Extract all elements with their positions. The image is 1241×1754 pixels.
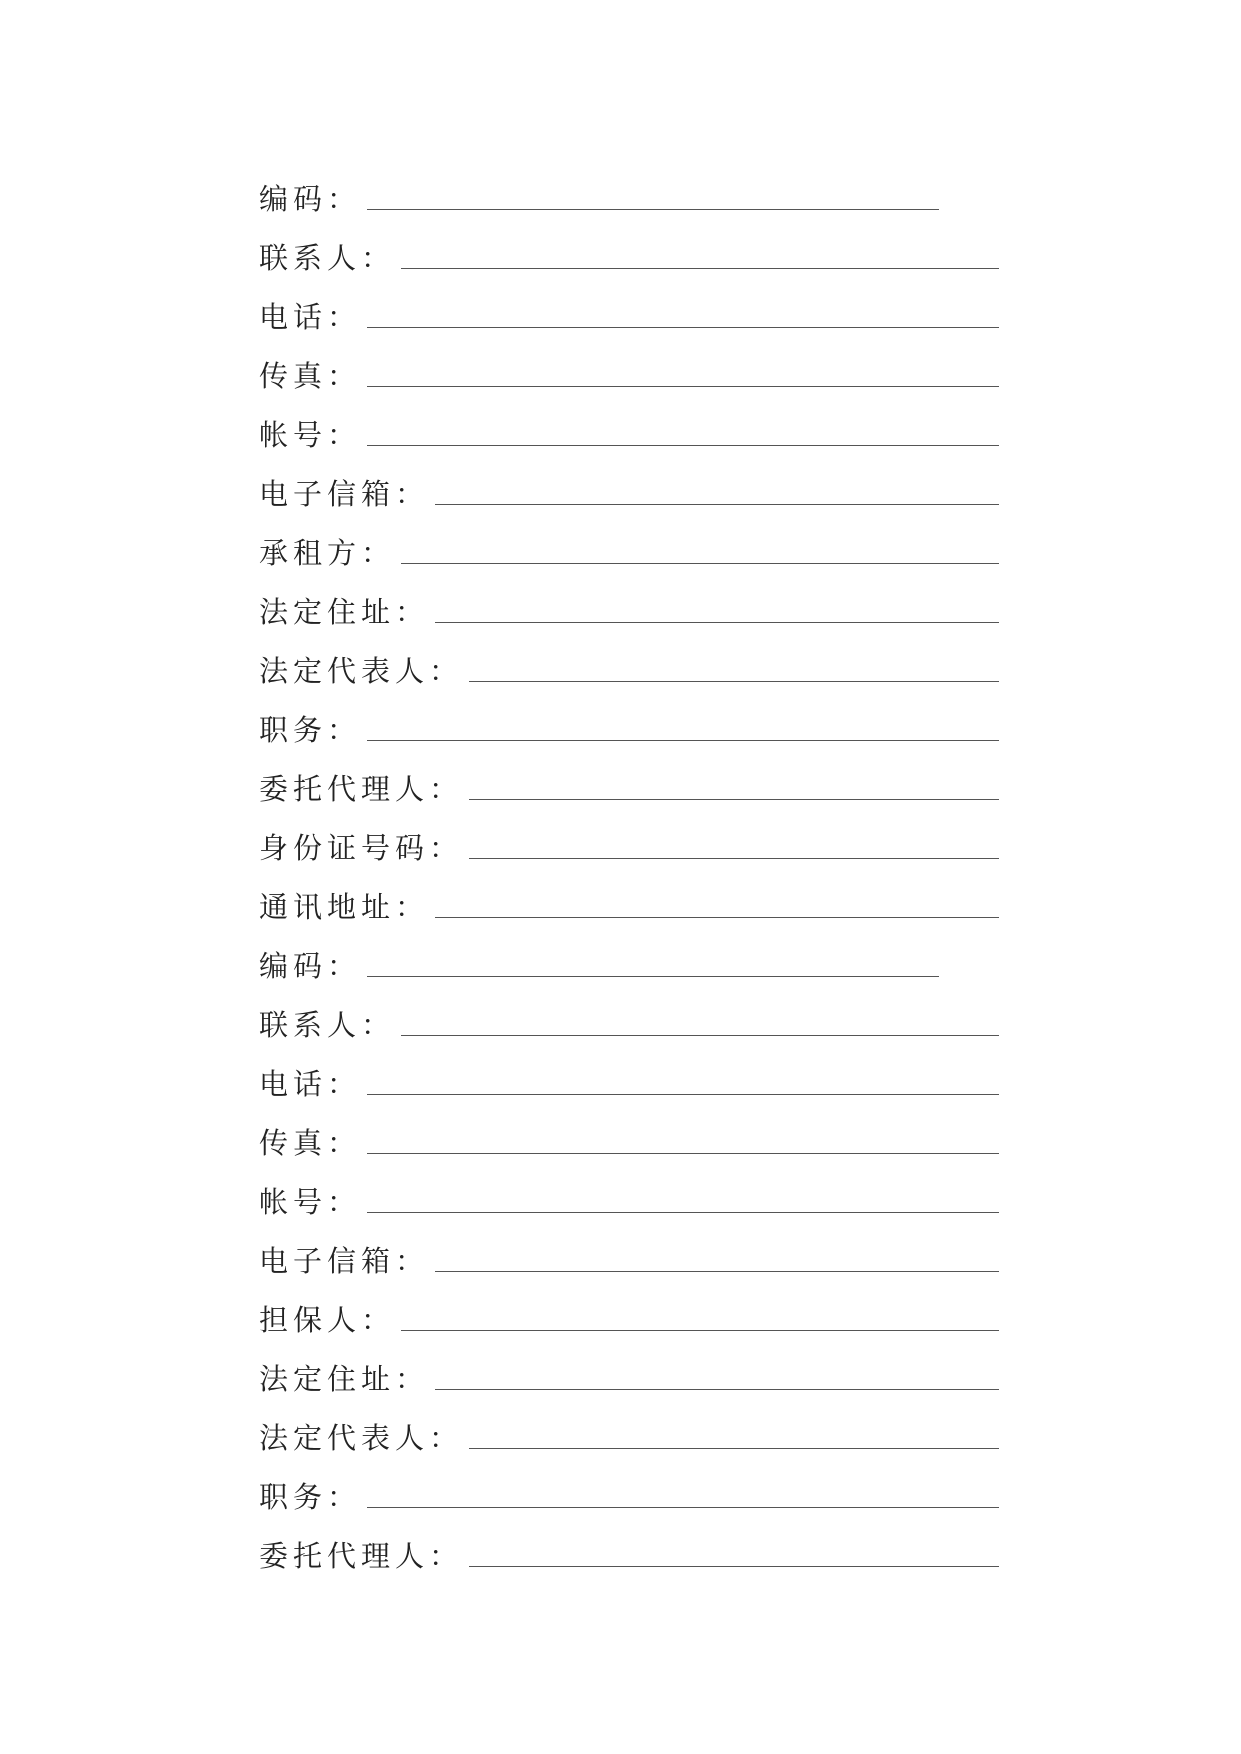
field-label: 身份证号码： (259, 831, 464, 865)
form-row (259, 691, 999, 750)
field-label: 帐号： (259, 1185, 362, 1219)
field-label: 编码： (259, 182, 362, 216)
fill-in-blank-line[interactable] (435, 1271, 999, 1272)
form-row (259, 573, 999, 632)
form-row (259, 1045, 999, 1104)
field-label: 法定代表人： (259, 1421, 464, 1455)
fill-in-blank-line[interactable] (401, 563, 999, 564)
form-row (259, 986, 999, 1045)
form-row (259, 1104, 999, 1163)
fill-in-blank-line[interactable] (367, 1507, 999, 1508)
fill-in-blank-line[interactable] (469, 858, 999, 859)
form-row (259, 868, 999, 927)
fill-in-blank-line[interactable] (469, 1448, 999, 1449)
form-row (259, 160, 999, 219)
form-row (259, 927, 999, 986)
form-row (259, 278, 999, 337)
field-label: 电话： (259, 300, 362, 334)
form-row (259, 1340, 999, 1399)
fill-in-blank-line[interactable] (469, 1566, 999, 1567)
form-row (259, 809, 999, 868)
fill-in-blank-line[interactable] (367, 386, 999, 387)
fill-in-blank-line[interactable] (435, 917, 999, 918)
field-label: 法定代表人： (259, 654, 464, 688)
fill-in-blank-line[interactable] (435, 504, 999, 505)
field-label: 职务： (259, 1480, 362, 1514)
form-row (259, 219, 999, 278)
fill-in-blank-line[interactable] (401, 268, 999, 269)
fill-in-blank-line[interactable] (367, 445, 999, 446)
field-label: 委托代理人： (259, 772, 464, 806)
fill-in-blank-line[interactable] (435, 622, 999, 623)
party-info-form (259, 160, 999, 1576)
form-row (259, 455, 999, 514)
form-row (259, 1163, 999, 1222)
fill-in-blank-line[interactable] (435, 1389, 999, 1390)
field-label: 担保人： (259, 1303, 396, 1337)
fill-in-blank-line[interactable] (469, 799, 999, 800)
field-label: 法定住址： (259, 1362, 430, 1396)
field-label: 联系人： (259, 241, 396, 275)
form-row (259, 1281, 999, 1340)
form-row (259, 1517, 999, 1576)
field-label: 电子信箱： (259, 477, 430, 511)
field-label: 编码： (259, 949, 362, 983)
fill-in-blank-line[interactable] (367, 976, 939, 977)
fill-in-blank-line[interactable] (469, 681, 999, 682)
fill-in-blank-line[interactable] (367, 1153, 999, 1154)
field-label: 通讯地址： (259, 890, 430, 924)
fill-in-blank-line[interactable] (367, 209, 939, 210)
field-label: 承租方： (259, 536, 396, 570)
field-label: 联系人： (259, 1008, 396, 1042)
field-label: 委托代理人： (259, 1539, 464, 1573)
field-label: 电话： (259, 1067, 362, 1101)
field-label: 传真： (259, 359, 362, 393)
fill-in-blank-line[interactable] (367, 327, 999, 328)
fill-in-blank-line[interactable] (401, 1035, 999, 1036)
form-row (259, 396, 999, 455)
form-row (259, 1458, 999, 1517)
form-row (259, 1399, 999, 1458)
form-row (259, 750, 999, 809)
field-label: 帐号： (259, 418, 362, 452)
field-label: 职务： (259, 713, 362, 747)
field-label: 法定住址： (259, 595, 430, 629)
field-label: 传真： (259, 1126, 362, 1160)
form-row (259, 514, 999, 573)
form-row (259, 337, 999, 396)
fill-in-blank-line[interactable] (367, 1094, 999, 1095)
form-row (259, 1222, 999, 1281)
fill-in-blank-line[interactable] (401, 1330, 999, 1331)
field-label: 电子信箱： (259, 1244, 430, 1278)
fill-in-blank-line[interactable] (367, 1212, 999, 1213)
fill-in-blank-line[interactable] (367, 740, 999, 741)
form-row (259, 632, 999, 691)
